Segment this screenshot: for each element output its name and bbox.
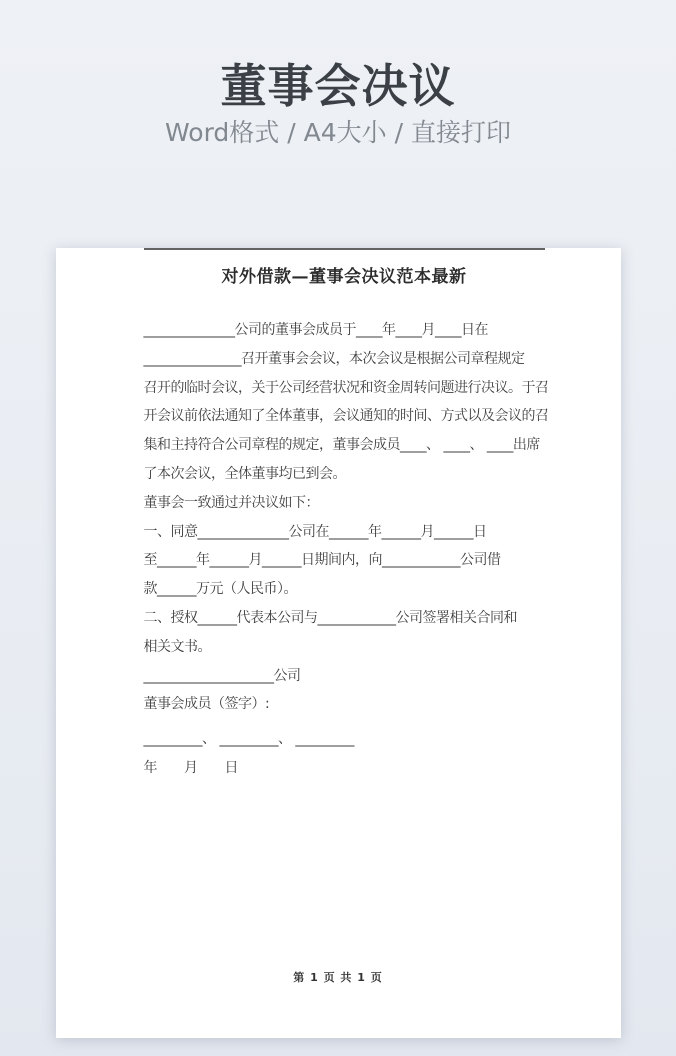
doc-line: 开会议前依法通知了全体董事，会议通知的时间、方式以及会议的召 — [143, 408, 549, 425]
doc-line: ____________________公司 — [143, 667, 301, 684]
page-title: 董事会决议 — [220, 59, 456, 113]
doc-line-signatures: _________、 _________、 _________ — [143, 731, 354, 748]
doc-line: 相关文书。 — [143, 638, 211, 655]
doc-line: _______________召开董事会会议，本次会议是根据公司章程规定 — [143, 350, 525, 367]
page-number: 第 1 页 共 1 页 — [293, 971, 383, 984]
doc-line: 集和主持符合公司章程的规定，董事会成员____、 ____、 ____出席 — [143, 437, 540, 454]
page-subtitle: Word格式 / A4大小 / 直接打印 — [165, 118, 511, 147]
hero-header — [0, 0, 676, 187]
doc-line: 董事会成员（签字）: — [143, 696, 270, 713]
doc-line: 董事会一致通过并决议如下： — [143, 494, 319, 511]
doc-line: 一、同意______________公司在______年______月______日 — [143, 523, 487, 540]
doc-line: 召开的临时会议，关于公司经营状况和资金周转问题进行决议。于召 — [143, 379, 549, 396]
doc-line: 二、授权______代表本公司与____________公司签署相关合同和 — [143, 609, 517, 626]
doc-line: 款______万元（人民币）。 — [143, 581, 297, 598]
doc-line: 了本次会议，全体董事均已到会。 — [143, 465, 346, 482]
document-page — [56, 248, 621, 1038]
document-body — [143, 316, 549, 783]
doc-line: ______________公司的董事会成员于____年____月____日在 — [143, 322, 488, 338]
title-divider — [144, 248, 545, 250]
doc-line-date: 年 月 日 — [143, 759, 238, 776]
doc-line: 至______年______月______日期间内，向____________公司借 — [143, 552, 501, 569]
document-title: 对外借款—董事会决议范本最新 — [221, 267, 467, 287]
